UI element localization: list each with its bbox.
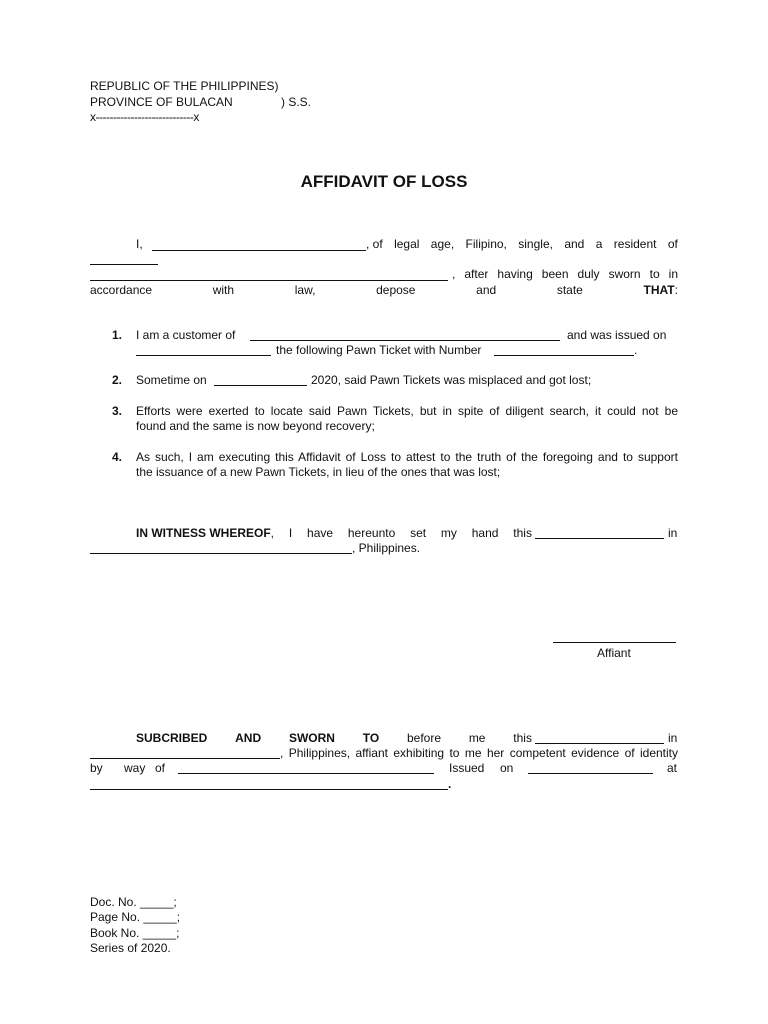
intro-word: and: [476, 283, 497, 297]
witness-word: hand: [471, 526, 499, 540]
intro-i: I,: [136, 237, 143, 251]
witness-in: in: [668, 526, 678, 540]
intro-word: with: [212, 283, 235, 297]
item1-text-c: the following Pawn Ticket with Number: [276, 343, 482, 357]
intro-word: single,: [518, 237, 553, 251]
header-ss: ) S.S.: [281, 95, 312, 109]
doc-number: Doc. No. _____;: [90, 895, 177, 909]
witness-date-blank: [535, 538, 664, 539]
intro-word: depose: [376, 283, 416, 297]
intro-line3: [90, 283, 678, 297]
witness-word: I: [288, 526, 293, 540]
book-number: Book No. _____;: [90, 926, 180, 940]
sworn-of: of: [155, 761, 166, 775]
id-type-blank: [178, 773, 434, 774]
header-divider: x----------------------------x: [90, 110, 199, 124]
sworn-way: way: [124, 761, 146, 775]
sworn-word: before: [406, 731, 442, 745]
intro-word: a: [595, 237, 603, 251]
item1-period: .: [634, 343, 638, 357]
intro-line2-text: , after having been duly sworn to in: [452, 267, 678, 281]
intro-word: Filipino,: [465, 237, 507, 251]
sworn-line2-text: , Philippines, affiant exhibiting to me her competent evidence of identity: [280, 746, 678, 760]
witness-bold: [136, 526, 274, 540]
witness-heading: IN WITNESS WHEREOF: [136, 526, 271, 540]
item3-line2: found and the same is now beyond recovery;: [136, 419, 375, 433]
id-issued-place-blank: [90, 789, 448, 790]
name-blank: [152, 250, 366, 251]
header-republic: REPUBLIC OF THE PHILIPPINES): [90, 79, 279, 93]
sworn-in: in: [668, 731, 678, 745]
item-number-2: 2.: [112, 373, 123, 387]
item3-line1: Efforts were exerted to locate said Pawn Tickets, but in spite of diligent search, it could not be: [136, 404, 678, 418]
id-issued-date-blank: [528, 773, 653, 774]
item2-text-b: 2020, said Pawn Tickets was misplaced and got lost;: [311, 373, 592, 387]
residence-blank-b: [90, 280, 448, 281]
sworn-bold: AND: [235, 731, 262, 745]
ticket-number-blank: [494, 355, 634, 356]
sworn-by: by: [90, 761, 103, 775]
affiant-label: Affiant: [597, 646, 631, 660]
item1-text-b: and was issued on: [567, 328, 667, 342]
item1-text-a: I am a customer of: [136, 328, 236, 342]
intro-word: and: [564, 237, 585, 251]
intro-word: law,: [294, 283, 316, 297]
page-number: Page No. _____;: [90, 910, 181, 924]
customer-blank: [250, 340, 560, 341]
lost-date-blank: [214, 385, 307, 386]
page-title: AFFIDAVIT OF LOSS: [300, 172, 468, 191]
intro-word: resident: [613, 237, 657, 251]
intro-that: [644, 283, 678, 297]
intro-word: state: [556, 283, 583, 297]
intro-word: legal: [394, 237, 420, 251]
that-label: THAT: [643, 283, 675, 297]
affiant-signature-line: [553, 642, 676, 643]
intro-word: age,: [430, 237, 455, 251]
sworn-issued: Issued: [449, 761, 485, 775]
series: Series of 2020.: [90, 941, 171, 955]
sworn-word: me: [468, 731, 486, 745]
sworn-on: on: [500, 761, 514, 775]
sworn-date-blank: [535, 743, 664, 744]
item-number-3: 3.: [112, 404, 123, 418]
intro-word: , of: [366, 237, 383, 251]
header-province: PROVINCE OF BULACAN: [90, 95, 233, 109]
witness-end: , Philippines.: [352, 541, 421, 555]
sworn-bold: TO: [362, 731, 380, 745]
witness-word: my: [440, 526, 457, 540]
item-number-1: 1.: [112, 328, 123, 342]
sworn-bold: SWORN: [288, 731, 335, 745]
issue-date-blank: [136, 355, 271, 356]
sworn-bold: SUBCRIBED: [136, 731, 208, 745]
item-number-4: 4.: [112, 450, 123, 464]
witness-comma: ,: [270, 526, 275, 540]
witness-place-blank: [90, 553, 352, 554]
that-colon: :: [674, 283, 678, 297]
witness-word: set: [410, 526, 427, 540]
intro-word: accordance: [90, 283, 153, 297]
witness-word: hereunto: [347, 526, 396, 540]
intro-word: of: [667, 237, 678, 251]
sworn-word: this: [513, 731, 532, 745]
residence-blank-a: [90, 264, 158, 265]
witness-word: this: [513, 526, 532, 540]
item2-text-a: Sometime on: [136, 373, 207, 387]
sworn-line1: [136, 731, 532, 745]
item4-line2: the issuance of a new Pawn Tickets, in lieu of the ones that was lost;: [136, 465, 501, 479]
sworn-place-blank: [90, 758, 280, 759]
witness-word: have: [307, 526, 334, 540]
sworn-period: .: [448, 777, 452, 791]
sworn-at: at: [667, 761, 678, 775]
item4-line1: As such, I am executing this Affidavit of Loss to attest to the truth of the foregoing and to support: [136, 450, 678, 464]
witness-line1: [136, 526, 532, 540]
intro-line1-rest: [366, 237, 678, 251]
